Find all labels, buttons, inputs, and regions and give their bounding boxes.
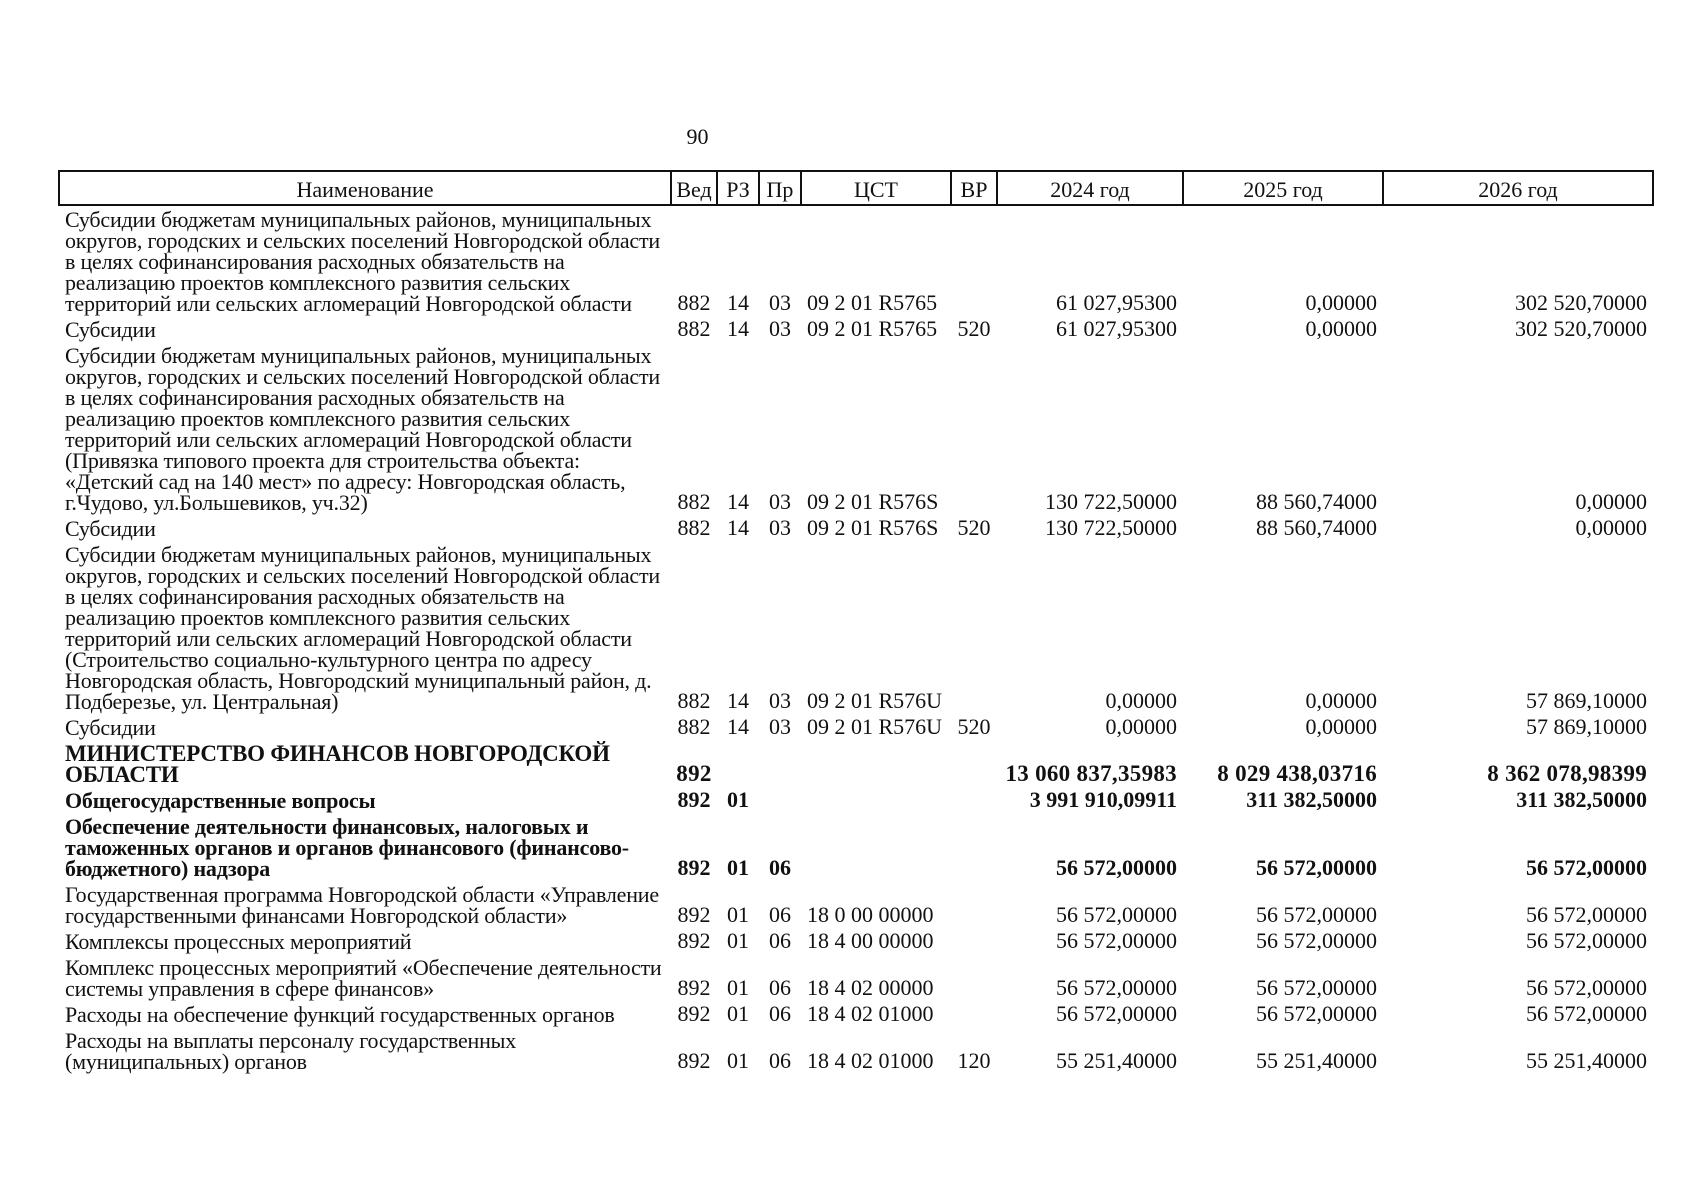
row-vr [951, 928, 997, 954]
row-name: Расходы на обеспечение функций государственных органов [65, 1002, 615, 1027]
row-rz: 01 [727, 787, 749, 812]
table-row [59, 541, 1653, 714]
header-rz: РЗ [717, 171, 759, 205]
row-pr: 03 [769, 515, 791, 540]
row-pr: 03 [769, 688, 791, 713]
table-body [59, 205, 1653, 1074]
row-rz: 01 [727, 902, 749, 927]
row-cst: 18 4 00 00000 [807, 928, 934, 953]
row-name: Субсидии [65, 317, 156, 342]
header-ved: Вед [671, 171, 717, 205]
row-cst: 09 2 01 R576U [807, 714, 943, 739]
row-amount-2026: 311 382,50000 [1516, 787, 1647, 812]
header-2026: 2026 год [1383, 171, 1653, 205]
header-2024: 2024 год [997, 171, 1183, 205]
row-ved: 892 [677, 787, 711, 812]
header-name: Наименование [59, 171, 671, 205]
row-pr: 06 [769, 928, 791, 953]
row-amount-2026: 302 520,70000 [1515, 316, 1647, 341]
row-cst [801, 740, 951, 787]
table-row [59, 740, 1653, 787]
row-rz: 14 [727, 515, 749, 540]
row-name: Общегосударственные вопросы [65, 788, 376, 813]
header-cst: ЦСТ [801, 171, 951, 205]
row-rz: 01 [727, 1048, 749, 1073]
row-vr [951, 787, 997, 813]
row-ved: 882 [677, 515, 711, 540]
row-rz: 14 [727, 316, 749, 341]
row-name: Обеспечение деятельности финансовых, налоговых и таможенных органов и органов финансового (финансово-бюджетного) надзора [65, 814, 629, 881]
row-amount-2024: 130 722,50000 [1045, 489, 1177, 514]
row-rz: 01 [727, 975, 749, 1000]
table-row [59, 342, 1653, 515]
row-name: Субсидии бюджетам муниципальных районов, муниципальных округов, городских и сельских поселений Новгородской области в целях софинансирования расходных обязательств на реализацию проектов комплексного развития сельских территорий или сельских агломераций Новгородской области (Строительство социально-культурного центра по адресу Новгородская область, Новгородский муниципальный район, д. Подберезье, ул. Центральная) [65, 542, 660, 714]
page-number: 90 [686, 124, 709, 149]
table-header-row [59, 171, 1653, 205]
row-ved: 892 [676, 761, 712, 786]
row-amount-2025: 0,00000 [1305, 316, 1377, 341]
table-row [59, 1001, 1653, 1027]
row-ved: 882 [677, 489, 711, 514]
row-cst: 18 4 02 01000 [807, 1048, 934, 1073]
row-pr: 06 [769, 1001, 791, 1026]
row-pr: 03 [769, 489, 791, 514]
row-amount-2026: 302 520,70000 [1515, 290, 1647, 315]
row-vr [951, 954, 997, 1001]
row-name: Субсидии [65, 715, 156, 740]
row-ved: 892 [677, 855, 711, 880]
row-amount-2025: 56 572,00000 [1256, 928, 1377, 953]
row-amount-2024: 3 991 910,09911 [1029, 787, 1177, 812]
row-amount-2024: 56 572,00000 [1056, 1001, 1177, 1026]
row-cst: 09 2 01 R5765 [807, 290, 938, 315]
row-vr: 520 [957, 714, 991, 739]
row-pr: 03 [769, 290, 791, 315]
row-vr: 520 [957, 515, 991, 540]
row-pr: 03 [769, 714, 791, 739]
row-amount-2026: 57 869,10000 [1526, 714, 1647, 739]
row-cst: 09 2 01 R576S [807, 515, 939, 540]
row-amount-2024: 56 572,00000 [1056, 855, 1177, 880]
row-amount-2024: 130 722,50000 [1045, 515, 1177, 540]
row-amount-2025: 56 572,00000 [1256, 975, 1377, 1000]
table-row [59, 813, 1653, 881]
row-amount-2026: 0,00000 [1575, 489, 1647, 514]
row-amount-2024: 56 572,00000 [1056, 928, 1177, 953]
row-amount-2024: 61 027,95300 [1056, 316, 1177, 341]
row-amount-2026: 56 572,00000 [1526, 975, 1647, 1000]
row-ved: 882 [677, 688, 711, 713]
row-name: Комплекс процессных мероприятий «Обеспечение деятельности системы управления в сфере финансов» [65, 955, 662, 1001]
row-cst: 09 2 01 R576U [807, 688, 943, 713]
row-name: Комплексы процессных мероприятий [65, 929, 412, 954]
row-amount-2024: 13 060 837,35983 [1005, 761, 1177, 786]
table-row [59, 928, 1653, 954]
row-name: Субсидии [65, 516, 156, 541]
header-2025: 2025 год [1183, 171, 1383, 205]
row-amount-2025: 88 560,74000 [1256, 515, 1377, 540]
row-amount-2025: 311 382,50000 [1246, 787, 1377, 812]
row-amount-2025: 0,00000 [1305, 688, 1377, 713]
row-amount-2025: 8 029 438,03716 [1217, 761, 1377, 786]
row-amount-2024: 56 572,00000 [1056, 902, 1177, 927]
row-ved: 892 [677, 1048, 711, 1073]
row-vr: 520 [957, 316, 991, 341]
table-row [59, 881, 1653, 928]
row-ved: 892 [677, 1001, 711, 1026]
row-pr: 03 [769, 316, 791, 341]
row-vr [951, 1001, 997, 1027]
table-row [59, 787, 1653, 813]
row-amount-2024: 0,00000 [1105, 714, 1177, 739]
row-cst: 18 0 00 00000 [807, 902, 934, 927]
table-row [59, 954, 1653, 1001]
row-ved: 892 [677, 902, 711, 927]
row-vr [951, 541, 997, 714]
row-amount-2025: 0,00000 [1305, 290, 1377, 315]
row-amount-2025: 56 572,00000 [1256, 1001, 1377, 1026]
row-amount-2026: 56 572,00000 [1526, 855, 1647, 880]
table-row [59, 316, 1653, 342]
table-row [59, 205, 1653, 316]
row-cst: 18 4 02 00000 [807, 975, 934, 1000]
row-cst: 09 2 01 R5765 [807, 316, 938, 341]
row-ved: 882 [677, 714, 711, 739]
row-amount-2026: 8 362 078,98399 [1487, 761, 1647, 786]
row-pr: 06 [769, 855, 791, 880]
row-amount-2024: 0,00000 [1105, 688, 1177, 713]
row-vr [951, 740, 997, 787]
row-amount-2026: 56 572,00000 [1526, 902, 1647, 927]
row-amount-2026: 56 572,00000 [1526, 1001, 1647, 1026]
row-amount-2024: 61 027,95300 [1056, 290, 1177, 315]
row-rz: 01 [727, 1001, 749, 1026]
row-amount-2024: 56 572,00000 [1056, 975, 1177, 1000]
row-rz: 14 [727, 489, 749, 514]
header-pr: Пр [759, 171, 801, 205]
table-row [59, 515, 1653, 541]
row-ved: 882 [677, 290, 711, 315]
row-ved: 892 [677, 928, 711, 953]
row-amount-2026: 55 251,40000 [1526, 1048, 1647, 1073]
row-name: Расходы на выплаты персоналу государственных (муниципальных) органов [65, 1028, 517, 1074]
row-pr [759, 787, 801, 813]
row-amount-2025: 0,00000 [1305, 714, 1377, 739]
row-rz [717, 740, 759, 787]
header-vr: ВР [951, 171, 997, 205]
row-cst [801, 813, 951, 881]
row-rz: 01 [727, 855, 749, 880]
row-pr: 06 [769, 1048, 791, 1073]
row-vr [951, 813, 997, 881]
row-name: Субсидии бюджетам муниципальных районов, муниципальных округов, городских и сельских поселений Новгородской области в целях софинансирования расходных обязательств на реализацию проектов комплексного развития сельских территорий или сельских агломераций Новгородской области (Привязка типового проекта для строительства объекта: «Детский сад на 140 мест» по адресу: Новгородская область, г.Чудово, ул.Большевиков, уч.32) [65, 343, 660, 515]
row-ved: 892 [677, 975, 711, 1000]
row-amount-2025: 56 572,00000 [1256, 855, 1377, 880]
row-rz: 14 [727, 688, 749, 713]
row-amount-2025: 88 560,74000 [1256, 489, 1377, 514]
row-cst: 09 2 01 R576S [807, 489, 939, 514]
row-cst: 18 4 02 01000 [807, 1001, 934, 1026]
table-row [59, 714, 1653, 740]
row-pr: 06 [769, 902, 791, 927]
row-amount-2026: 57 869,10000 [1526, 688, 1647, 713]
row-name: Государственная программа Новгородской области «Управление государственными финансами Новгородской области» [65, 882, 659, 928]
row-ved: 882 [677, 316, 711, 341]
row-rz: 14 [727, 714, 749, 739]
budget-table [58, 170, 1654, 1074]
row-name: МИНИСТЕРСТВО ФИНАНСОВ НОВГОРОДСКОЙ ОБЛАСТИ [65, 741, 610, 787]
row-name: Субсидии бюджетам муниципальных районов, муниципальных округов, городских и сельских поселений Новгородской области в целях софинансирования расходных обязательств на реализацию проектов комплексного развития сельских территорий или сельских агломераций Новгородской области [65, 207, 660, 316]
row-vr [951, 205, 997, 316]
row-rz: 14 [727, 290, 749, 315]
row-rz: 01 [727, 928, 749, 953]
row-amount-2024: 55 251,40000 [1056, 1048, 1177, 1073]
row-amount-2026: 0,00000 [1575, 515, 1647, 540]
row-amount-2025: 56 572,00000 [1256, 902, 1377, 927]
row-amount-2025: 55 251,40000 [1256, 1048, 1377, 1073]
table-row [59, 1027, 1653, 1074]
row-pr [759, 740, 801, 787]
row-pr: 06 [769, 975, 791, 1000]
row-amount-2026: 56 572,00000 [1526, 928, 1647, 953]
row-vr: 120 [957, 1048, 991, 1073]
row-vr [951, 342, 997, 515]
row-cst [801, 787, 951, 813]
row-vr [951, 881, 997, 928]
